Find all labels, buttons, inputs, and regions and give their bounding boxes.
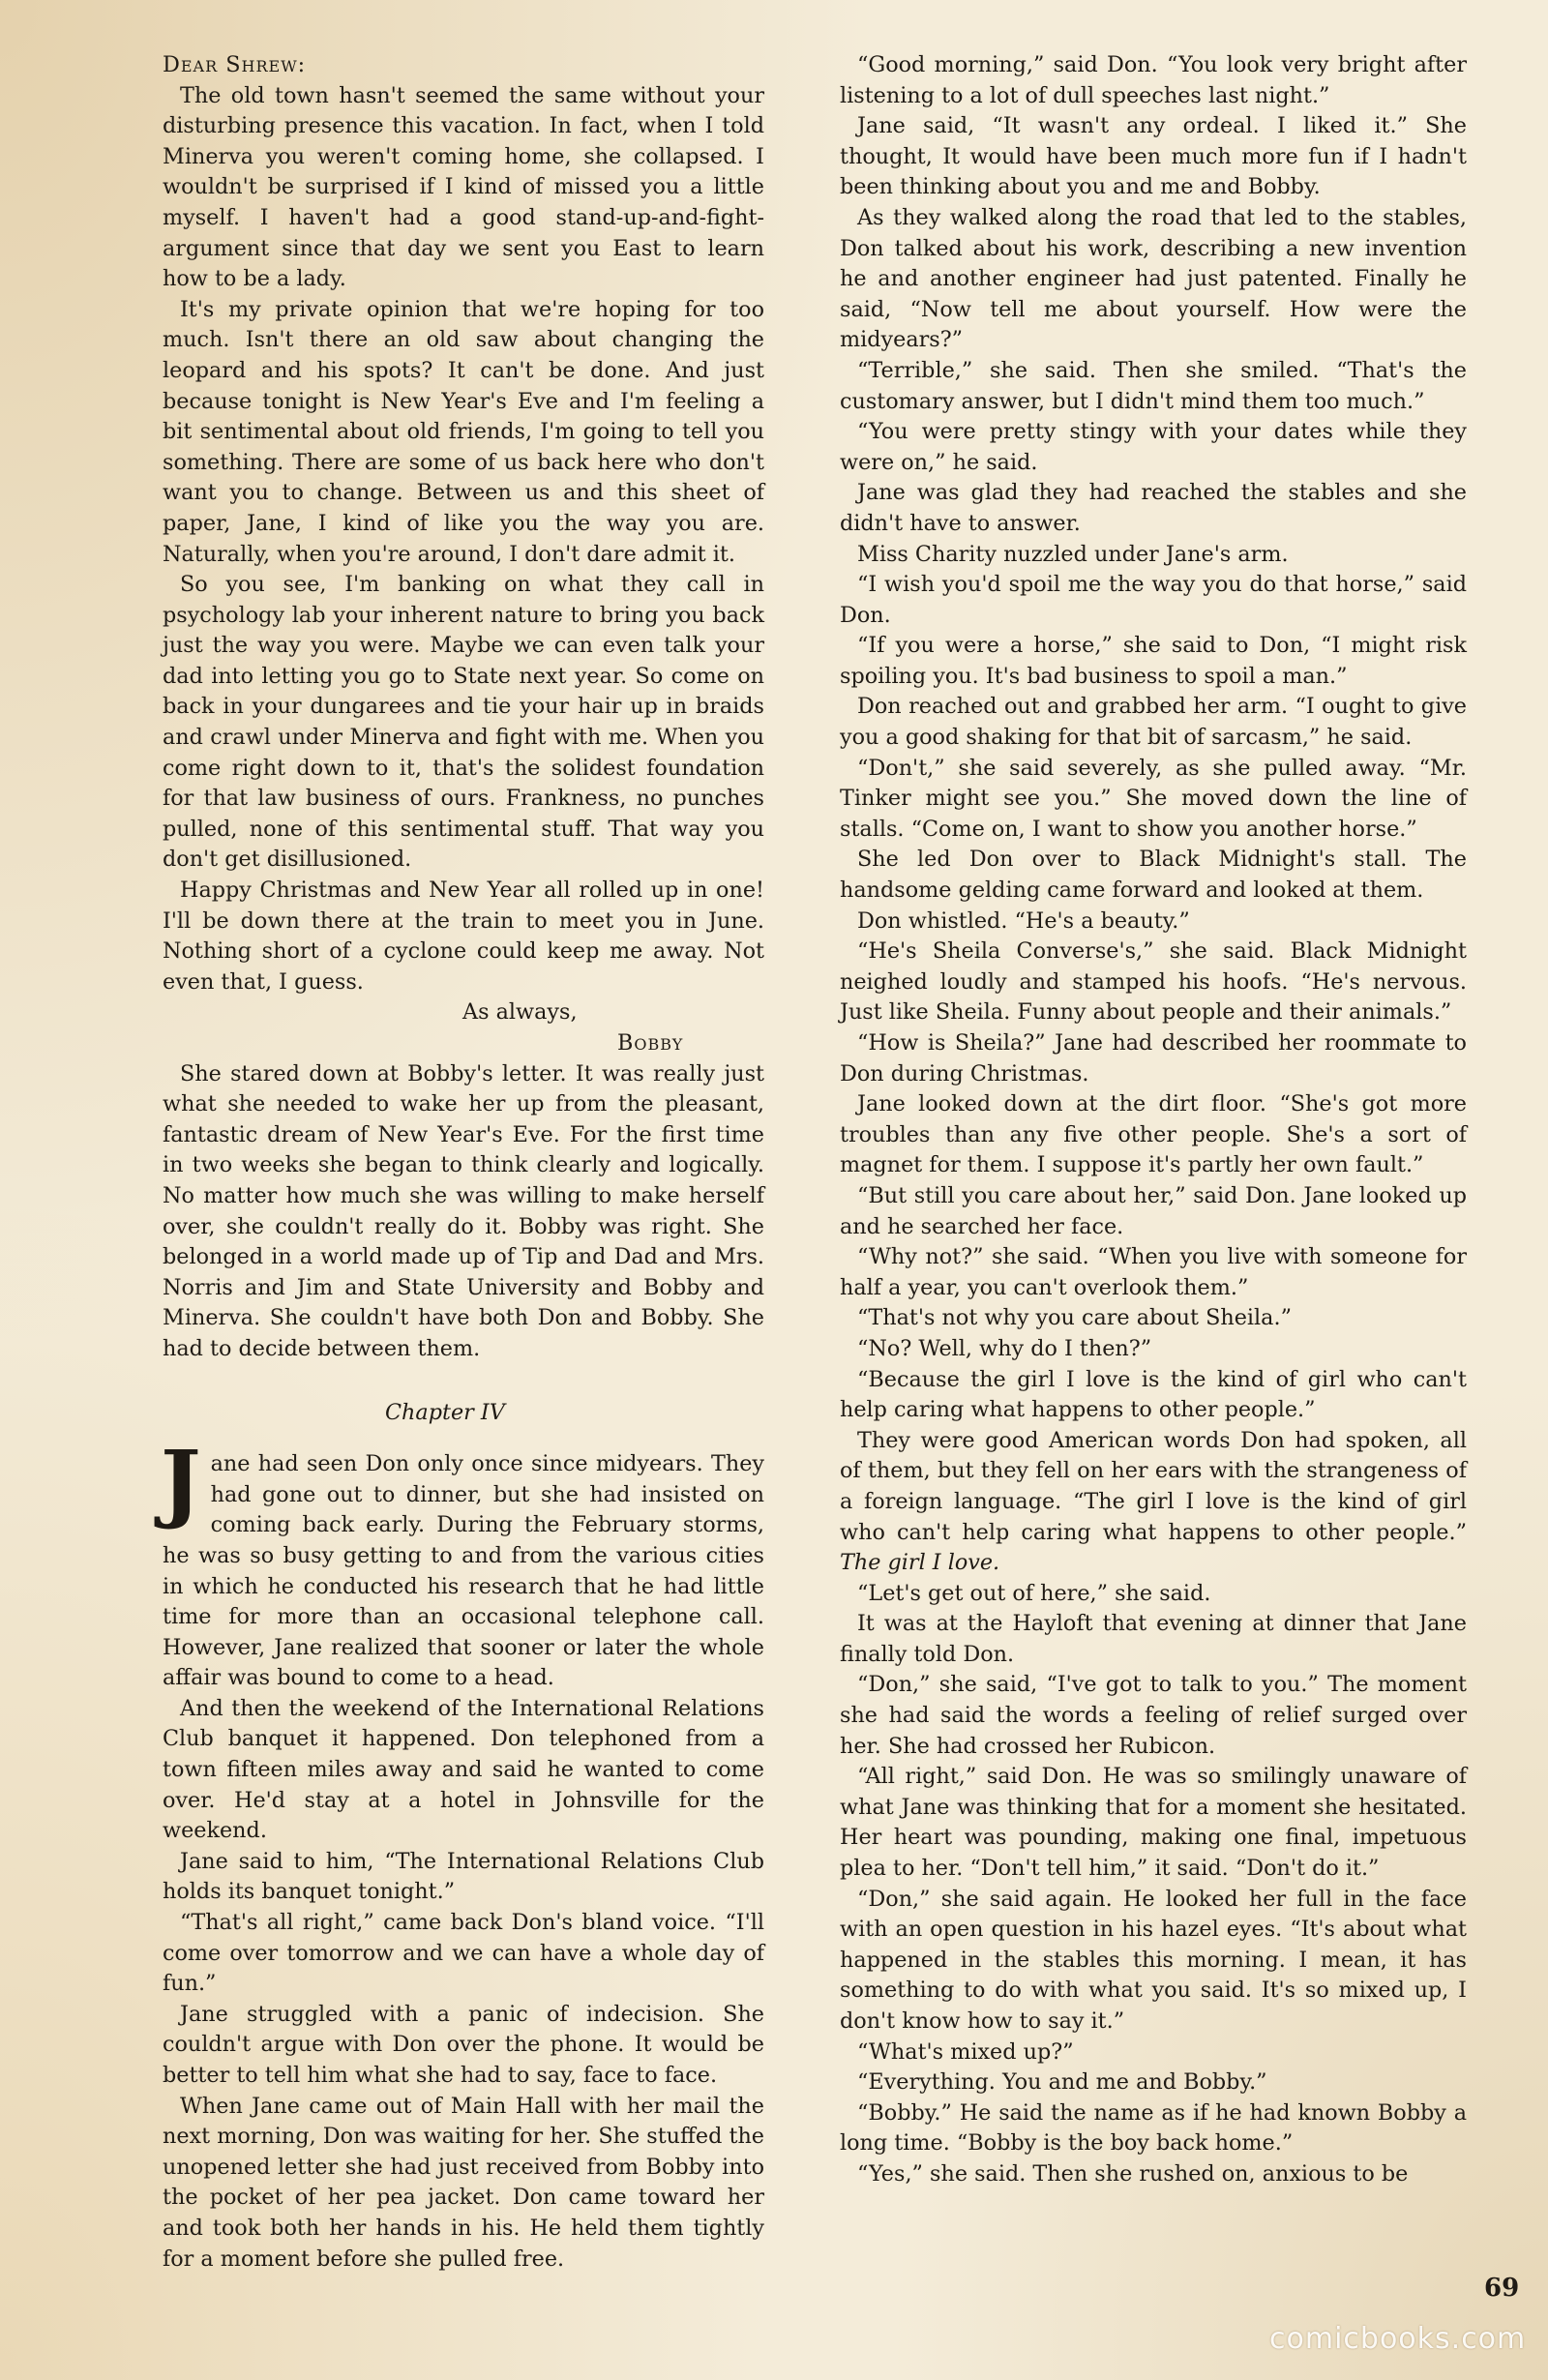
story-paragraph: “Yes,” she said. Then she rushed on, anxious to be	[857, 2160, 1409, 2187]
story-paragraph: “All right,” said Don. He was so smilingly unaware of what Jane was thinking that for a moment she hesitated. Her heart was pounding, making one final, impetuous plea to her. “Don't tell him,” it said. “Don't do it.”	[840, 1764, 1467, 1882]
drop-cap: J	[161, 1431, 201, 1532]
story-paragraph: “I wish you'd spoil me the way you do that horse,” said Don.	[840, 572, 1467, 628]
story-paragraph: “Don,” she said, “I've got to talk to you.” The moment she had said the words a feeling of relief surged over her. She had crossed her Rubicon.	[840, 1672, 1467, 1759]
watermark: comicbooks.com	[1269, 2322, 1527, 2356]
story-paragraph: Jane struggled with a panic of indecision. She couldn't argue with Don over the phone. It would be better to tell him what she had to say, face to face.	[163, 2001, 764, 2088]
story-paragraph: She led Don over to Black Midnight's stall. The handsome gelding came forward and looked at them.	[840, 847, 1467, 904]
story-paragraph: Jane said to him, “The International Relations Club holds its banquet tonight.”	[163, 1848, 764, 1905]
story-paragraph: Jane looked down at the dirt floor. “She's got more troubles than any five other people. She's a sort of magnet for them. I suppose it's partly her own fault.”	[840, 1091, 1467, 1178]
story-paragraph: And then the weekend of the International Relations Club banquet it happened. Don telephoned from a town fifteen miles away and said he wanted to come over. He'd stay at a hotel in Johnsville for the weekend.	[163, 1695, 764, 1844]
story-paragraph: “But still you care about her,” said Don. Jane looked up and he searched her face.	[840, 1182, 1467, 1239]
story-text: They were good American words Don had spoken, all of them, but they fell on her ears with the strangeness of a foreign language. “The girl I love is the kind of girl who can't help caring what happens to other people.”	[840, 1427, 1467, 1545]
story-paragraph: “Because the girl I love is the kind of girl who can't help caring what happens to other people.”	[840, 1366, 1467, 1423]
story-paragraph: “No? Well, why do I then?”	[857, 1335, 1152, 1361]
story-paragraph: Jane said, “It wasn't any ordeal. I liked it.” She thought, It would have been much more fun if I hadn't been thinking about you and me and Bobby.	[840, 113, 1467, 200]
story-paragraph: “You were pretty stingy with your dates while they were on,” he said.	[840, 419, 1467, 475]
story-paragraph: Miss Charity nuzzled under Jane's arm.	[857, 541, 1289, 567]
italic-phrase: The girl I love.	[840, 1550, 1000, 1576]
chapter-opening-paragraph	[161, 1431, 764, 1694]
letter-paragraph: Happy Christmas and New Year all rolled up in one! I'll be down there at the train to meet you in June. Nothing short of a cyclone could keep me away. Not even that, I guess.	[163, 878, 764, 995]
letter-closing: As always,	[462, 999, 578, 1026]
left-column	[163, 50, 764, 2275]
page-number: 69	[1484, 2274, 1520, 2303]
story-paragraph: “That's all right,” came back Don's bland voice. “I'll come over tomorrow and we can have a whole day of fun.”	[163, 1910, 764, 1997]
story-paragraph: “Don't,” she said severely, as she pulled away. “Mr. Tinker might see you.” She moved down the line of stalls. “Come on, I want to show you another horse.”	[840, 755, 1467, 842]
story-paragraph: “Everything. You and me and Bobby.”	[857, 2069, 1267, 2096]
chapter-title: Chapter IV	[385, 1399, 505, 1425]
story-paragraph: Don whistled. “He's a beauty.”	[857, 907, 1190, 934]
letter-salutation: Dear Shrew:	[163, 52, 307, 77]
story-paragraph: “Terrible,” she said. Then she smiled. “That's the customary answer, but I didn't mind them too much.”	[840, 357, 1467, 414]
story-paragraph: “That's not why you care about Sheila.”	[857, 1305, 1292, 1331]
story-paragraph: “Bobby.” He said the name as if he had known Bobby a long time. “Bobby is the boy back home.”	[840, 2099, 1467, 2157]
story-paragraph: “How is Sheila?” Jane had described her roommate to Don during Christmas.	[840, 1030, 1467, 1086]
letter-signature: Bobby	[617, 1030, 684, 1056]
chapter-opening-text: ane had seen Don only once since midyears. They had gone out to dinner, but she had insisted on coming back early. During the February storms, he was so busy getting to and from the various cities in which he conducted his research that he had little time for more than an occasional telephone call. However, Jane realized that sooner or later the whole affair was bound to come to a head.	[163, 1451, 764, 1691]
story-paragraph: “If you were a horse,” she said to Don, “I might risk spoiling you. It's bad business to spoil a man.”	[840, 633, 1467, 689]
story-paragraph: “Let's get out of here,” she said.	[857, 1580, 1211, 1606]
story-paragraph: She stared down at Bobby's letter. It was really just what she needed to wake her up from the pleasant, fantastic dream of New Year's Eve. For the first time in two weeks she began to think clearly and logically. No matter how much she was willing to make herself over, she couldn't really do it. Bobby was right. She belonged in a world made up of Tip and Dad and Mrs. Norris and Jim and State University and Bobby and Minerva. She couldn't have both Don and Bobby. She had to decide between them.	[163, 1060, 764, 1361]
chapter-block	[163, 1398, 764, 2276]
story-paragraph: Don reached out and grabbed her arm. “I ought to give you a good shaking for that bit of sarcasm,” he said.	[840, 694, 1467, 751]
story-paragraph: As they walked along the road that led to the stables, Don talked about his work, describing a new invention he and another engineer had just patented. Finally he said, “Now tell me about yourself. How were the midyears?”	[840, 204, 1467, 353]
letter-paragraph: So you see, I'm banking on what they call in psychology lab your inherent nature to bring you back just the way you were. Maybe we can even talk your dad into letting you go to State next year. So come on back in your dungarees and tie your hair up in braids and crawl under Minerva and fight with me. When you come right down to it, that's the solidest foundation for that law business of ours. Frankness, no punches pulled, none of this sentimental stuff. That way you don't get disillusioned.	[163, 572, 764, 873]
story-paragraph: “Don,” she said again. He looked her full in the face with an open question in his hazel eyes. “It's about what happened in the stables this morning. I mean, it has something to do with what you said. It's so mixed up, I don't know how to say it.”	[840, 1886, 1467, 2034]
story-paragraph: “What's mixed up?”	[857, 2038, 1074, 2065]
story-paragraph: “Why not?” she said. “When you live with someone for half a year, you can't overlook them.”	[840, 1244, 1467, 1300]
story-paragraph: It was at the Hayloft that evening at dinner that Jane finally told Don.	[840, 1611, 1467, 1667]
story-paragraph: When Jane came out of Main Hall with her mail the next morning, Don was waiting for her. She stuffed the unopened letter she had just received from Bobby into the pocket of her pea jacket. Don came toward her and took both her hands in his. He held them tightly for a moment before she pulled free.	[163, 2093, 764, 2272]
story-paragraph: “He's Sheila Converse's,” she said. Black Midnight neighed loudly and stamped his hoofs. “He's nervous. Just like Sheila. Funny about people and their animals.”	[840, 938, 1467, 1026]
story-paragraph: Jane was glad they had reached the stables and she didn't have to answer.	[840, 480, 1467, 536]
letter-paragraph: It's my private opinion that we're hoping for too much. Isn't there an old saw about changing the leopard and his spots? It can't be done. And just because tonight is New Year's Eve and I'm feeling a bit sentimental about old friends, I'm going to tell you something. There are some of us back here who don't want you to change. Between us and this sheet of paper, Jane, I kind of like you the way you are. Naturally, when you're around, I don't dare admit it.	[163, 296, 764, 567]
story-paragraph: “Good morning,” said Don. “You look very bright after listening to a lot of dull speeches last night.”	[840, 52, 1467, 108]
letter-paragraph: The old town hasn't seemed the same without your disturbing presence this vacation. In fact, when I told Minerva you weren't coming home, she collapsed. I wouldn't be surprised if I kind of missed you a little myself. I haven't had a good stand-up-and-fight-argument since that day we sent you East to learn how to be a lady.	[163, 82, 764, 292]
story-paragraph-with-italic	[840, 1426, 1467, 1579]
right-column	[840, 50, 1467, 2190]
